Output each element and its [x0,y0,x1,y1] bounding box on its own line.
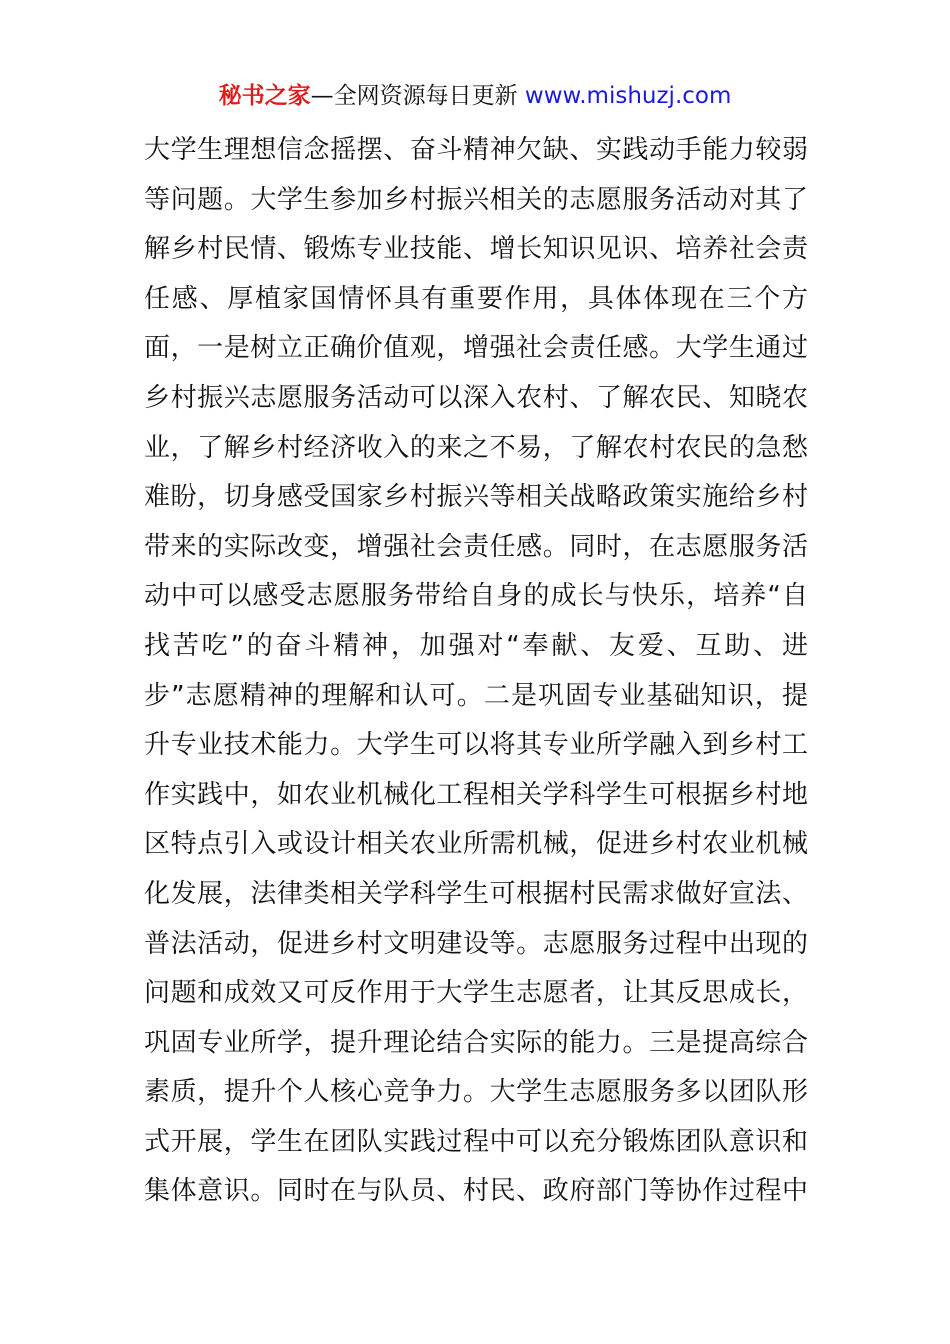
paragraph-line: 大学生理想信念摇摆、奋斗精神欠缺、实践动手能力较弱 [144,135,808,165]
paragraph-line: 步”志愿精神的理解和认可。二是巩固专业基础知识，提 [144,680,808,711]
paragraph-line: 问题和成效又可反作用于大学生志愿者，让其反思成长， [144,978,808,1009]
paragraph-line: 解乡村民情、锻炼专业技能、增长知识见识、培养社会责 [144,234,808,265]
paragraph-line: 升专业技术能力。大学生可以将其专业所学融入到乡村工 [144,730,808,761]
paragraph-line: 集体意识。同时在与队员、村民、政府部门等协作过程中 [144,1176,808,1207]
paragraph-line: 任感、厚植家国情怀具有重要作用，具体体现在三个方 [144,283,808,314]
paragraph-line: 式开展，学生在团队实践过程中可以充分锻炼团队意识和 [144,1126,808,1157]
header-url-link[interactable]: www.mishuzj.com [524,83,732,109]
paragraph-line: 业，了解乡村经济收入的来之不易，了解农村农民的急愁 [144,432,808,463]
paragraph-line: 等问题。大学生参加乡村振兴相关的志愿服务活动对其了 [144,184,808,215]
paragraph-line: 区特点引入或设计相关农业所需机械，促进乡村农业机械 [144,829,808,860]
header-brand: 秘书之家 [218,83,311,109]
paragraph-line: 素质，提升个人核心竞争力。大学生志愿服务多以团队形 [144,1077,808,1108]
paragraph-line: 带来的实际改变，增强社会责任感。同时，在志愿服务活 [144,531,808,562]
paragraph-line: 化发展，法律类相关学科学生可根据村民需求做好宣法、 [144,878,808,909]
paragraph-line: 找苦吃”的奋斗精神，加强对“奉献、友爱、互助、进 [144,630,808,661]
paragraph-line: 乡村振兴志愿服务活动可以深入农村、了解农民、知晓农 [144,382,808,413]
paragraph-line: 面，一是树立正确价值观，增强社会责任感。大学生通过 [144,333,808,364]
paragraph-line: 动中可以感受志愿服务带给自身的成长与快乐，培养“自 [144,581,808,612]
paragraph-line: 普法活动，促进乡村文明建设等。志愿服务过程中出现的 [144,928,808,959]
paragraph-line: 巩固专业所学，提升理论结合实际的能力。三是提高综合 [144,1027,808,1058]
paragraph-line: 难盼，切身感受国家乡村振兴等相关战略政策实施给乡村 [144,482,808,513]
page-header [0,80,950,112]
body-paragraph [144,126,808,1217]
header-tagline: —全网资源每日更新 [310,83,525,109]
paragraph-line: 作实践中，如农业机械化工程相关学科学生可根据乡村地 [144,779,808,810]
